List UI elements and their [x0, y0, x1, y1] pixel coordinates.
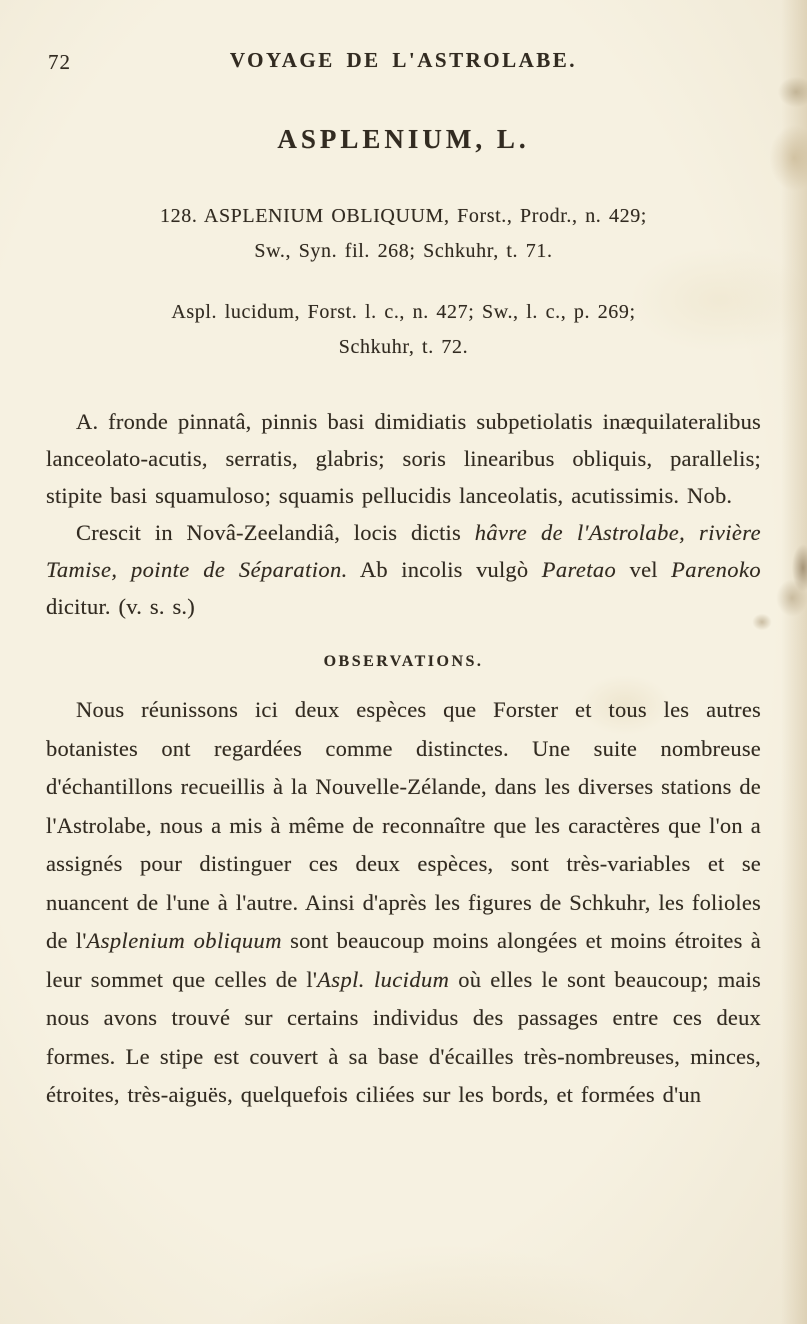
text-segment: Aspl. lucidum — [317, 966, 450, 992]
text-segment: vel — [616, 557, 672, 582]
text-segment: Nous réunissons ici deux espèces que Forster et tous les autres botanistes ont regardées comme distinctes. Une suite nombreuse d'échantillons recueillis à la Nouvelle-Zélande, dans les diverses stations de l'Astrolabe, nous a mis à même de reconnaître que les caractères que l'on a assignés pour distinguer ces deux espèces, sont très-variables et se nuancent de l'une à l'autre. Ainsi d'après les figures de Schkuhr, les folioles de l' — [46, 697, 761, 953]
text-segment: Crescit in Novâ-Zeelandiâ, locis dictis — [76, 520, 475, 545]
species-entry-line: 128. ASPLENIUM OBLIQUUM, Forst., Prodr., n. 429; — [160, 205, 647, 227]
text-segment: dicitur. (v. s. s.) — [46, 594, 195, 619]
running-title: VOYAGE DE L'ASTROLABE. — [229, 48, 578, 72]
text-segment: A. fronde pinnatâ, pinnis basi dimidiatis subpetiolatis inæquilateralibus lanceolato-acutis, serratis, glabris; soris linearibus obliquis, parallelis; stipite basi squamuloso; squamis pellucidis lanceolatis, acutissimis. Nob. — [46, 409, 761, 508]
latin-description-paragraph — [46, 403, 761, 514]
text-segment: Paretao — [541, 557, 617, 582]
observations-heading: OBSERVATIONS. — [323, 653, 484, 670]
page-header — [46, 48, 761, 78]
habitat-paragraph — [46, 514, 761, 625]
text-segment: Ab incolis vulgò — [347, 557, 542, 582]
text-segment: Parenoko — [671, 557, 761, 582]
genus-heading: ASPLENIUM, L. — [277, 124, 530, 154]
synonym-entry — [46, 295, 761, 365]
synonym-entry-line: Schkuhr, t. 72. — [338, 336, 469, 358]
species-entry-line: Sw., Syn. fil. 268; Schkuhr, t. 71. — [254, 240, 553, 262]
species-entry — [46, 199, 761, 269]
page-number: 72 — [48, 50, 71, 74]
observations-paragraph — [46, 691, 761, 1115]
text-segment: sont beaucoup moins alongées et moins étroites à leur sommet que celles de l' — [46, 928, 761, 992]
text-segment: hâvre de l'Astrolabe, rivière Tamise, pointe de Séparation. — [46, 520, 761, 582]
text-segment: où elles le sont beaucoup; mais nous avons trouvé sur certains individus des passages entre ces deux formes. Le stipe est couvert à sa base d'écailles très-nombreuses, minces, étroites, très-aiguës, quelquefois ciliées sur les bords, et formées d'un — [46, 966, 761, 1107]
synonym-entry-line: Aspl. lucidum, Forst. l. c., n. 427; Sw., l. c., p. 269; — [171, 301, 636, 323]
text-segment: Asplenium obliquum — [86, 928, 282, 953]
